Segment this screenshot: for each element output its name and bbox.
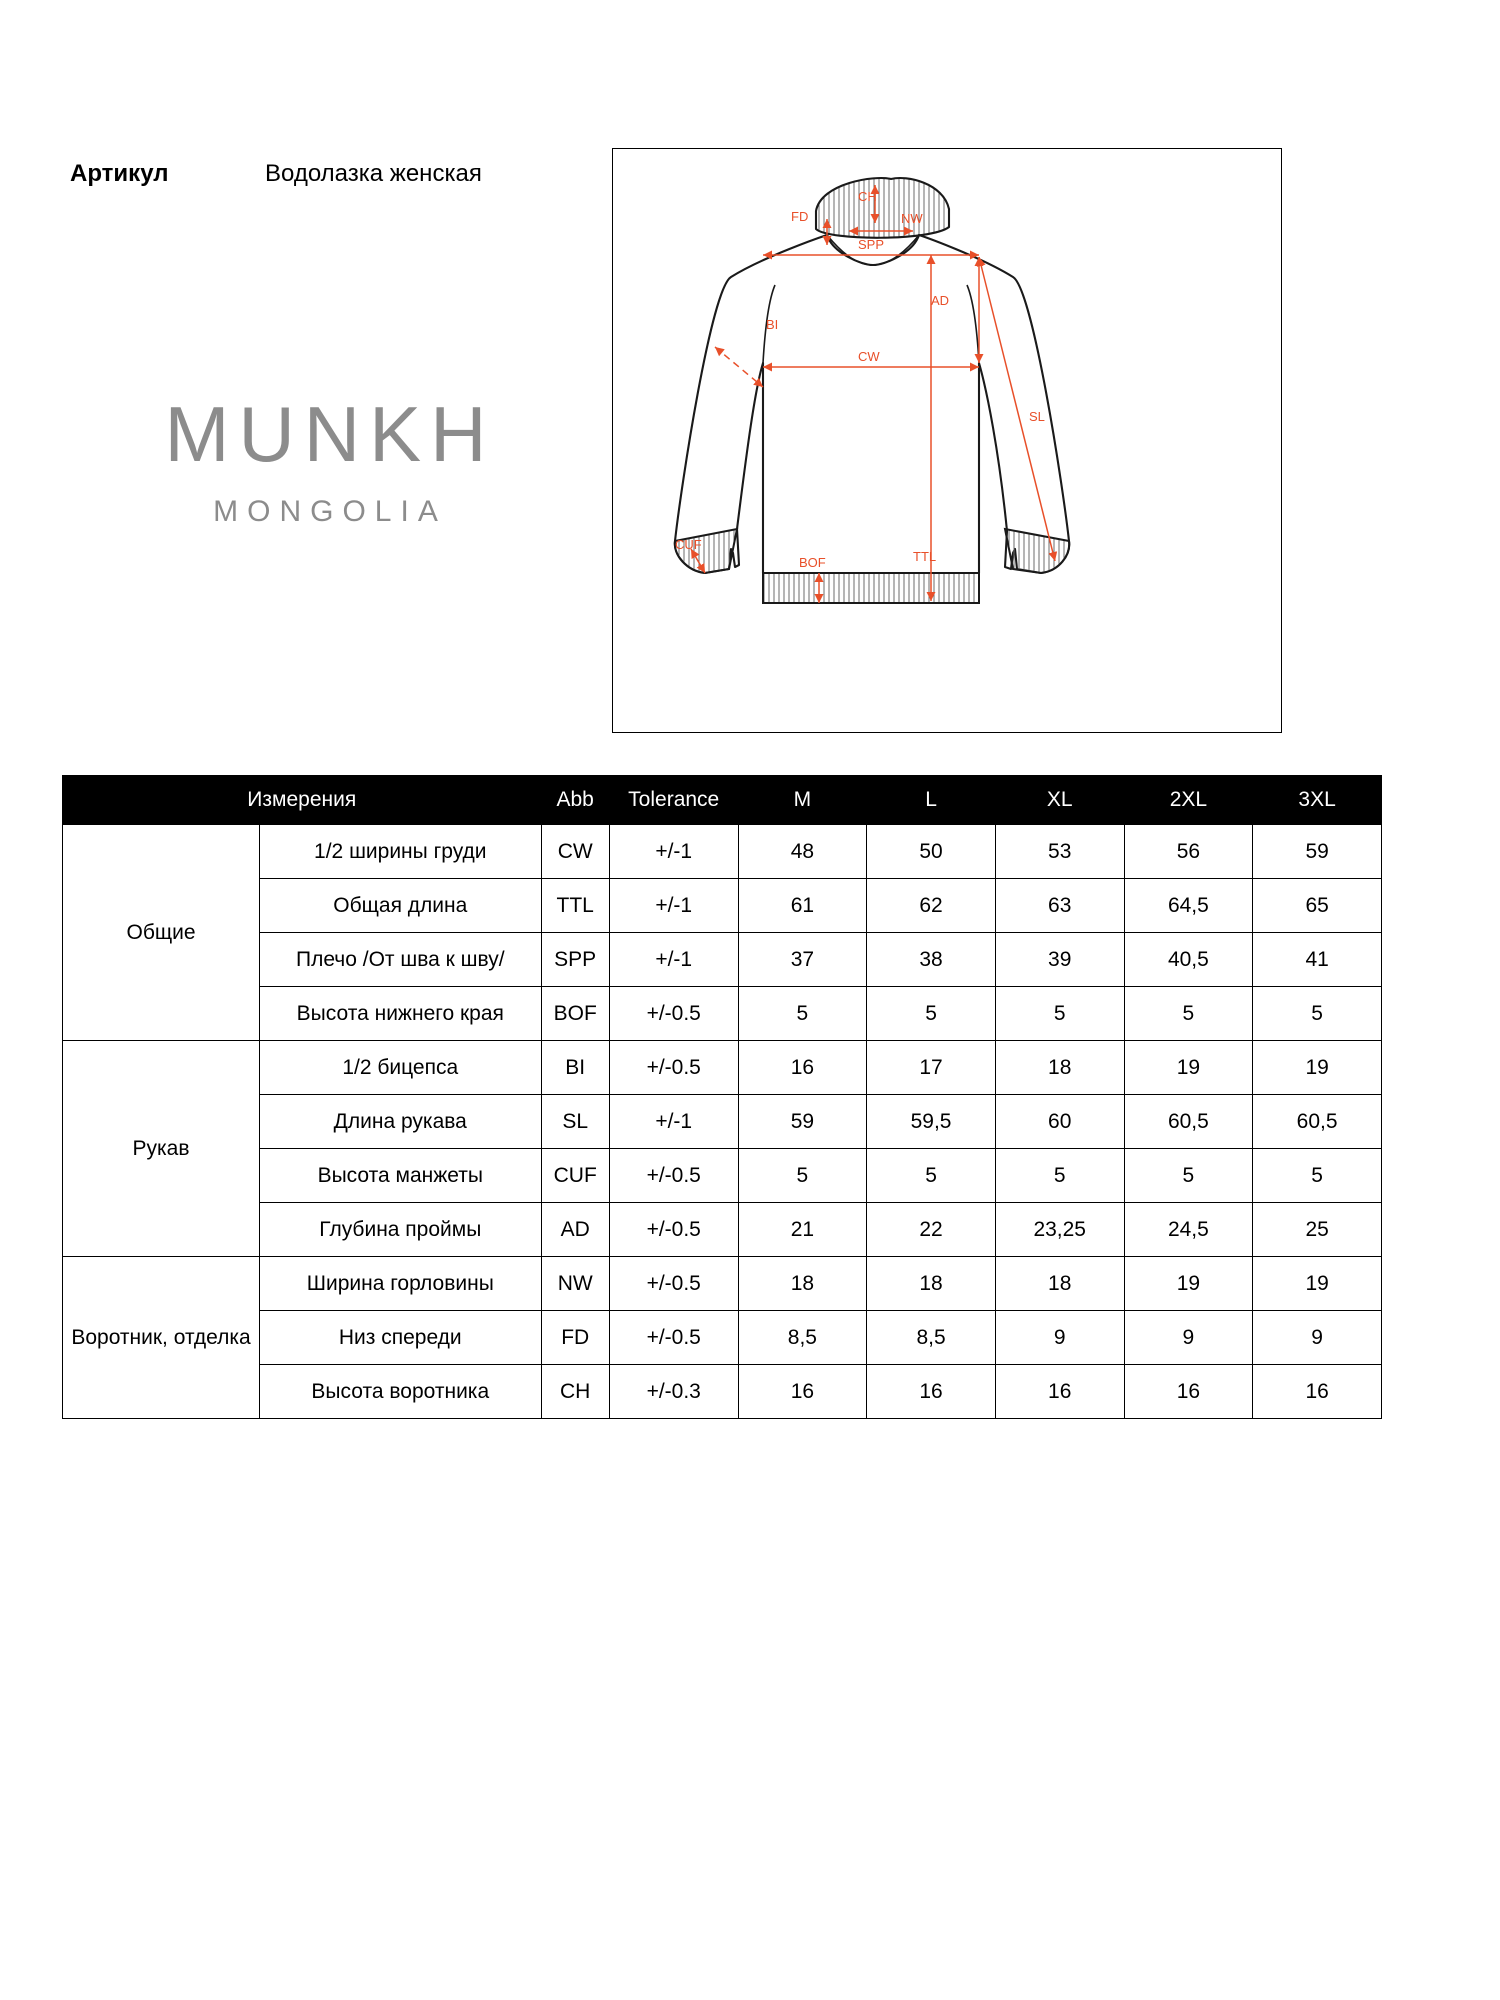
article-header bbox=[70, 160, 630, 188]
article-value: Водолазка женская bbox=[265, 160, 482, 187]
row-size-xl: 60 bbox=[995, 1095, 1124, 1149]
row-size-m: 16 bbox=[738, 1041, 867, 1095]
group-label-vorotnik: Воротник, отделка bbox=[63, 1257, 260, 1419]
row-abb: AD bbox=[541, 1203, 609, 1257]
measurement-table bbox=[62, 775, 1382, 1419]
row-size-m: 21 bbox=[738, 1203, 867, 1257]
row-size-m: 59 bbox=[738, 1095, 867, 1149]
row-label: Длина рукава bbox=[260, 1095, 541, 1149]
row-size-m: 37 bbox=[738, 933, 867, 987]
brand-logo bbox=[120, 390, 540, 529]
drawing-label-nw: NW bbox=[901, 211, 923, 226]
table-row bbox=[63, 1365, 1382, 1419]
row-size-3xl: 65 bbox=[1253, 879, 1382, 933]
row-abb: NW bbox=[541, 1257, 609, 1311]
row-label: Ширина горловины bbox=[260, 1257, 541, 1311]
table-row bbox=[63, 987, 1382, 1041]
row-size-l: 50 bbox=[867, 825, 996, 879]
row-size-2xl: 60,5 bbox=[1124, 1095, 1253, 1149]
row-size-2xl: 5 bbox=[1124, 987, 1253, 1041]
row-tolerance: +/-0.5 bbox=[609, 1311, 738, 1365]
row-tolerance: +/-1 bbox=[609, 1095, 738, 1149]
row-tolerance: +/-0.5 bbox=[609, 987, 738, 1041]
row-size-l: 17 bbox=[867, 1041, 996, 1095]
row-size-xl: 5 bbox=[995, 1149, 1124, 1203]
column-header-measurements: Измерения bbox=[63, 776, 542, 825]
row-abb: BI bbox=[541, 1041, 609, 1095]
row-abb: FD bbox=[541, 1311, 609, 1365]
row-size-3xl: 5 bbox=[1253, 1149, 1382, 1203]
row-abb: CW bbox=[541, 825, 609, 879]
table-row bbox=[63, 1203, 1382, 1257]
row-size-xl: 18 bbox=[995, 1257, 1124, 1311]
row-size-xl: 39 bbox=[995, 933, 1124, 987]
row-label: Глубина проймы bbox=[260, 1203, 541, 1257]
row-label: 1/2 бицепса bbox=[260, 1041, 541, 1095]
column-header-abb: Abb bbox=[541, 776, 609, 825]
row-tolerance: +/-0.5 bbox=[609, 1041, 738, 1095]
row-abb: CH bbox=[541, 1365, 609, 1419]
column-header-m: M bbox=[738, 776, 867, 825]
column-header-tolerance: Tolerance bbox=[609, 776, 738, 825]
row-label: Общая длина bbox=[260, 879, 541, 933]
row-size-2xl: 56 bbox=[1124, 825, 1253, 879]
row-abb: BOF bbox=[541, 987, 609, 1041]
row-size-xl: 5 bbox=[995, 987, 1124, 1041]
group-label-rukav: Рукав bbox=[63, 1041, 260, 1257]
row-size-xl: 23,25 bbox=[995, 1203, 1124, 1257]
table-row bbox=[63, 1095, 1382, 1149]
row-size-2xl: 9 bbox=[1124, 1311, 1253, 1365]
row-size-2xl: 19 bbox=[1124, 1257, 1253, 1311]
row-size-l: 8,5 bbox=[867, 1311, 996, 1365]
row-size-3xl: 16 bbox=[1253, 1365, 1382, 1419]
garment-technical-drawing bbox=[612, 148, 1282, 733]
article-label: Артикул bbox=[70, 160, 169, 187]
row-size-2xl: 40,5 bbox=[1124, 933, 1253, 987]
row-tolerance: +/-0.5 bbox=[609, 1149, 738, 1203]
row-size-xl: 18 bbox=[995, 1041, 1124, 1095]
row-size-xl: 53 bbox=[995, 825, 1124, 879]
row-abb: CUF bbox=[541, 1149, 609, 1203]
row-size-m: 16 bbox=[738, 1365, 867, 1419]
table-row bbox=[63, 1041, 1382, 1095]
column-header-2xl: 2XL bbox=[1124, 776, 1253, 825]
drawing-label-cw: CW bbox=[858, 349, 880, 364]
row-tolerance: +/-1 bbox=[609, 825, 738, 879]
row-tolerance: +/-0.3 bbox=[609, 1365, 738, 1419]
row-size-xl: 63 bbox=[995, 879, 1124, 933]
row-tolerance: +/-0.5 bbox=[609, 1203, 738, 1257]
column-header-3xl: 3XL bbox=[1253, 776, 1382, 825]
column-header-xl: XL bbox=[995, 776, 1124, 825]
column-header-l: L bbox=[867, 776, 996, 825]
drawing-label-ttl: TTL bbox=[913, 549, 937, 564]
row-size-xl: 16 bbox=[995, 1365, 1124, 1419]
drawing-label-bof: BOF bbox=[799, 555, 826, 570]
row-abb: SPP bbox=[541, 933, 609, 987]
row-size-3xl: 19 bbox=[1253, 1257, 1382, 1311]
drawing-label-ch: CH bbox=[858, 189, 877, 204]
row-size-m: 5 bbox=[738, 987, 867, 1041]
row-size-3xl: 19 bbox=[1253, 1041, 1382, 1095]
group-label-obshie: Общие bbox=[63, 825, 260, 1041]
drawing-label-ad: AD bbox=[931, 293, 950, 308]
row-size-m: 48 bbox=[738, 825, 867, 879]
row-tolerance: +/-1 bbox=[609, 933, 738, 987]
table-row bbox=[63, 1311, 1382, 1365]
row-size-m: 61 bbox=[738, 879, 867, 933]
row-abb: SL bbox=[541, 1095, 609, 1149]
row-size-l: 16 bbox=[867, 1365, 996, 1419]
row-size-m: 8,5 bbox=[738, 1311, 867, 1365]
brand-country: MONGOLIA bbox=[213, 495, 447, 528]
table-row bbox=[63, 825, 1382, 879]
drawing-label-bi: BI bbox=[766, 317, 779, 332]
row-label: Плечо /От шва к шву/ bbox=[260, 933, 541, 987]
row-size-l: 59,5 bbox=[867, 1095, 996, 1149]
row-size-l: 62 bbox=[867, 879, 996, 933]
row-size-3xl: 60,5 bbox=[1253, 1095, 1382, 1149]
row-size-2xl: 5 bbox=[1124, 1149, 1253, 1203]
row-size-l: 22 bbox=[867, 1203, 996, 1257]
row-size-2xl: 64,5 bbox=[1124, 879, 1253, 933]
row-size-m: 5 bbox=[738, 1149, 867, 1203]
drawing-label-cuf: CUF bbox=[675, 537, 702, 552]
row-size-l: 5 bbox=[867, 1149, 996, 1203]
row-size-3xl: 9 bbox=[1253, 1311, 1382, 1365]
row-abb: TTL bbox=[541, 879, 609, 933]
row-size-3xl: 5 bbox=[1253, 987, 1382, 1041]
row-size-3xl: 41 bbox=[1253, 933, 1382, 987]
row-label: Высота воротника bbox=[260, 1365, 541, 1419]
table-header-row bbox=[63, 776, 1382, 825]
table-row bbox=[63, 1149, 1382, 1203]
table-row bbox=[63, 1257, 1382, 1311]
row-size-l: 38 bbox=[867, 933, 996, 987]
row-size-3xl: 25 bbox=[1253, 1203, 1382, 1257]
brand-name: MUNKH bbox=[164, 390, 496, 478]
row-size-2xl: 24,5 bbox=[1124, 1203, 1253, 1257]
drawing-label-sl: SL bbox=[1029, 409, 1045, 424]
row-label: Низ спереди bbox=[260, 1311, 541, 1365]
row-label: 1/2 ширины груди bbox=[260, 825, 541, 879]
row-size-2xl: 16 bbox=[1124, 1365, 1253, 1419]
table-row bbox=[63, 933, 1382, 987]
row-tolerance: +/-0.5 bbox=[609, 1257, 738, 1311]
drawing-label-fd: FD bbox=[791, 209, 809, 224]
row-size-m: 18 bbox=[738, 1257, 867, 1311]
row-size-l: 18 bbox=[867, 1257, 996, 1311]
row-size-l: 5 bbox=[867, 987, 996, 1041]
row-size-3xl: 59 bbox=[1253, 825, 1382, 879]
row-size-xl: 9 bbox=[995, 1311, 1124, 1365]
table-row bbox=[63, 879, 1382, 933]
drawing-label-spp: SPP bbox=[858, 237, 885, 252]
row-label: Высота манжеты bbox=[260, 1149, 541, 1203]
row-size-2xl: 19 bbox=[1124, 1041, 1253, 1095]
row-tolerance: +/-1 bbox=[609, 879, 738, 933]
row-label: Высота нижнего края bbox=[260, 987, 541, 1041]
